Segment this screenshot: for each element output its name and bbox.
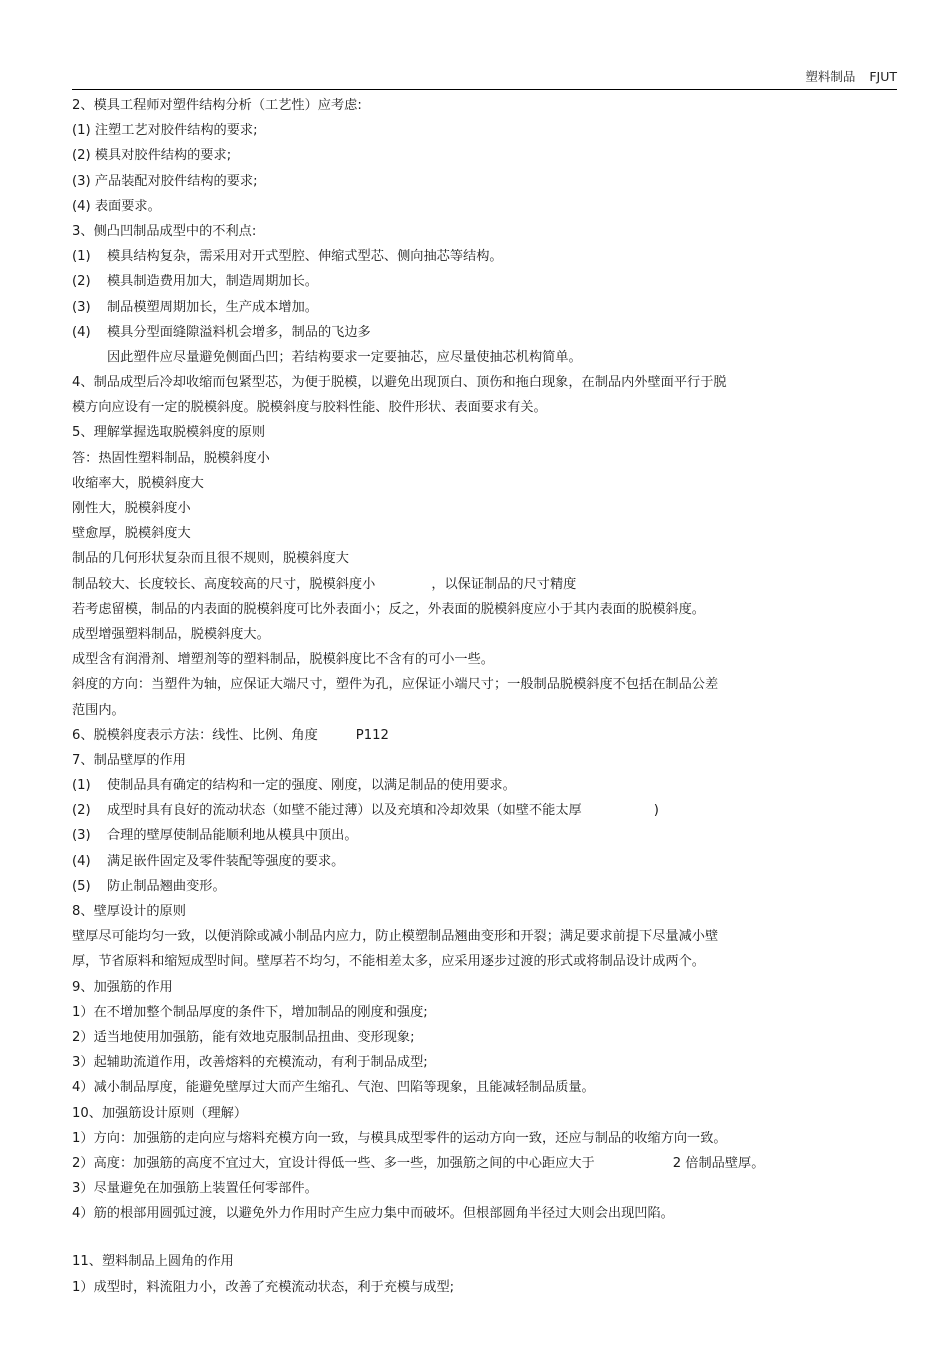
text-line [72,672,902,697]
text-line [72,446,902,471]
text-line [72,1176,902,1201]
text-line [72,244,902,269]
list-number: (1) [72,778,91,794]
text-line [72,1151,902,1176]
text-line [72,420,902,445]
line-text: 模方向应设有一定的脱模斜度。脱模斜度与胶料性能、胶件形状、表面要求有关。 [72,400,547,416]
line-text: 10、加强筋设计原则（理解） [72,1105,248,1121]
line-text: 壁厚尽可能均匀一致，以便消除或减小制品内应力，防止模塑制品翘曲变形和开裂；满足要求前提下尽量减小壁 [72,929,719,945]
line-text: 答：热固性塑料制品，脱模斜度小 [72,450,270,466]
text-line [72,1201,902,1226]
text-line [72,143,902,168]
text-line [72,949,902,974]
text-line [72,471,902,496]
text-line [72,823,902,848]
line-text: 范围内。 [72,702,125,718]
line-text: 制品模塑周期加长，生产成本增加。 [107,299,318,315]
text-line [72,169,902,194]
line-text: 11、塑料制品上圆角的作用 [72,1254,234,1270]
header-title: 塑料制品 [805,69,856,84]
text-line [72,723,902,748]
line-text: 合理的壁厚使制品能顺利地从模具中顶出。 [107,828,358,844]
line-text: 4、制品成型后冷却收缩而包紧型芯，为便于脱模，以避免出现顶白、顶伤和拖白现象，在制品内外壁面平行于脱 [72,375,727,391]
line-text: 3）尽量避免在加强筋上装置任何零部件。 [72,1181,318,1197]
list-number: (2) [72,274,91,290]
line-text: 制品的几何形状复杂而且很不规则，脱模斜度大 [72,551,349,567]
text-line [72,698,902,723]
list-number: (5) [72,878,91,894]
line-text: 厚，节省原料和缩短成型时间。壁厚若不均匀，不能相差太多，应采用逐步过渡的形式或将制品设计成两个。 [72,954,705,970]
text-line [72,1275,902,1300]
line-text: 满足嵌件固定及零件装配等强度的要求。 [107,853,345,869]
text-line [72,748,902,773]
text-line [72,647,902,672]
line-text: 制品较大、长度较长、高度较高的尺寸，脱模斜度小 [72,576,376,592]
text-line [72,1249,902,1274]
list-number: (4) [72,324,91,340]
text-line [72,93,902,118]
text-line [72,597,902,622]
text-line [72,295,902,320]
text-line [72,269,902,294]
text-line [72,219,902,244]
text-line [72,798,902,823]
text-line [72,899,902,924]
text-line [72,874,902,899]
text-line [72,546,902,571]
text-line [72,496,902,521]
line-text: (3) 产品装配对胶件结构的要求; [72,173,258,189]
line-text: 4）减小制品厚度，能避免壁厚过大而产生缩孔、气泡、凹陷等现象，且能减轻制品质量。 [72,1080,595,1096]
text-line [72,370,902,395]
line-text-tail: ，以保证制品的尺寸精度 [431,576,577,592]
page-header [795,67,897,85]
line-text: 9、加强筋的作用 [72,979,173,995]
line-text: 使制品具有确定的结构和一定的强度、刚度，以满足制品的使用要求。 [107,778,516,794]
line-text: 模具制造费用加大，制造周期加长。 [107,274,318,290]
line-text: 2、模具工程师对塑件结构分析（工艺性）应考虑: [72,98,362,113]
line-text: 1）方向：加强筋的走向应与熔料充模方向一致，与模具成型零件的运动方向一致，还应与制品的收缩方向一致。 [72,1130,727,1146]
line-text: 若考虑留模，制品的内表面的脱模斜度可比外表面小；反之，外表面的脱模斜度应小于其内表面的脱模斜度。 [72,601,705,617]
line-text: 3、侧凸凹制品成型中的不利点: [72,223,257,239]
line-text: (4) 表面要求。 [72,198,161,214]
text-line [72,572,902,597]
list-number: (3) [72,299,91,315]
text-line [72,320,902,345]
text-line [72,1075,902,1100]
line-text: 斜度的方向：当塑件为轴，应保证大端尺寸，塑件为孔，应保证小端尺寸；一般制品脱模斜度不包括在制品公差 [72,677,719,693]
line-text: 模具结构复杂，需采用对开式型腔、伸缩式型芯、侧向抽芯等结构。 [107,249,503,265]
line-text: 2）适当地使用加强筋，能有效地克服制品扭曲、变形现象; [72,1029,415,1045]
line-text: 5、理解掌握选取脱模斜度的原则 [72,425,266,441]
list-number: (1) [72,249,91,265]
line-text: 1）成型时，料流阻力小，改善了充模流动状态，利于充模与成型; [72,1279,455,1295]
line-text: 1）在不增加整个制品厚度的条件下，增加制品的刚度和强度; [72,1004,428,1020]
document-body [72,93,902,1300]
text-line [72,345,902,370]
text-line [72,1101,902,1126]
line-text: 防止制品翘曲变形。 [107,878,226,894]
line-text: 模具分型面缝隙溢料机会增多，制品的飞边多 [107,324,371,340]
text-line [72,1126,902,1151]
line-text: (2) 模具对胶件结构的要求; [72,148,232,164]
line-text-tail: 2 倍制品壁厚。 [672,1155,765,1171]
text-line [72,194,902,219]
text-line [72,1025,902,1050]
line-text-tail: P112 [355,727,389,743]
list-number: (3) [72,828,91,844]
line-text: 成型含有润滑剂、增塑剂等的塑料制品，脱模斜度比不含有的可小一些。 [72,652,494,668]
line-text: 收缩率大，脱模斜度大 [72,475,204,491]
line-text: 刚性大，脱模斜度小 [72,501,191,516]
text-line [72,395,902,420]
text-line [72,622,902,647]
line-text: 8、壁厚设计的原则 [72,904,186,919]
line-text: 4）筋的根部用圆弧过渡，以避免外力作用时产生应力集中而破坏。但根部圆角半径过大则会出现凹陷。 [72,1206,674,1222]
header-org: FJUT [869,69,897,84]
line-text: (1) 注塑工艺对胶件结构的要求; [72,123,258,139]
blank-line [72,1226,902,1249]
list-number: (4) [72,853,91,869]
line-text-tail: ) [653,803,659,819]
header-rule [72,89,897,90]
text-line [72,1050,902,1075]
line-text: 成型增强塑料制品，脱模斜度大。 [72,626,270,642]
text-line [72,1000,902,1025]
line-text: 成型时具有良好的流动状态（如壁不能过薄）以及充填和冷却效果（如壁不能太厚 [107,803,582,819]
text-line [72,521,902,546]
line-text: 7、制品壁厚的作用 [72,752,186,768]
list-number: (2) [72,803,91,819]
text-line [72,924,902,949]
text-line [72,773,902,798]
text-line [72,849,902,874]
line-text: 壁愈厚，脱模斜度大 [72,526,191,542]
text-line [72,118,902,143]
line-text: 2）高度：加强筋的高度不宜过大，宜设计得低一些、多一些，加强筋之间的中心距应大于 [72,1155,595,1171]
line-text: 因此塑件应尽量避免侧面凸凹；若结构要求一定要抽芯，应尽量使抽芯机构简单。 [107,349,582,365]
line-text: 3）起辅助流道作用，改善熔料的充模流动，有利于制品成型; [72,1055,428,1071]
line-text: 6、脱模斜度表示方法：线性、比例、角度 [72,727,318,743]
text-line [72,975,902,1000]
